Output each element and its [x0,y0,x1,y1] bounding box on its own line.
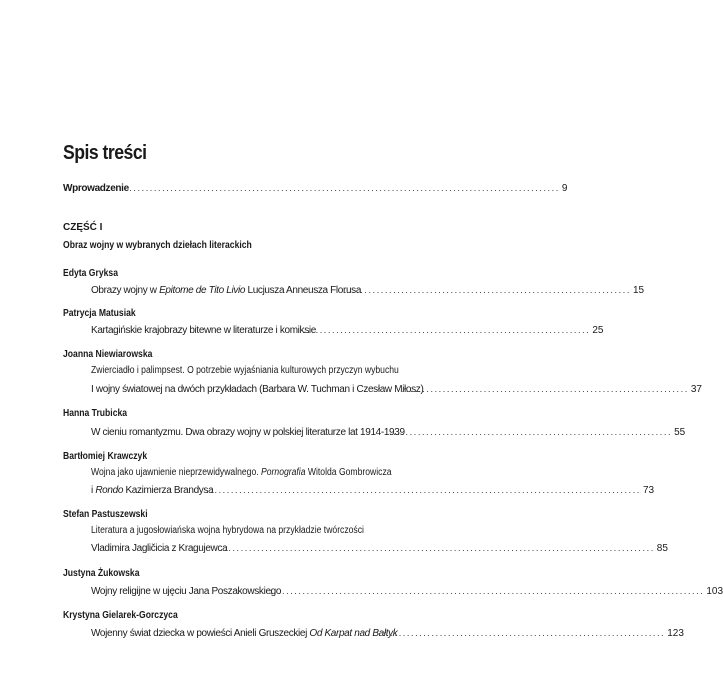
toc-entry [91,382,702,396]
entry-author: Justyna Żukowska [63,568,140,579]
entry-page-number: 37 [690,384,702,395]
toc-entry [91,323,604,337]
leader-dots: ...................................................................... [343,285,631,295]
entry-title: I wojny światowej na dwóch przykładach (Barbara W. Tuchman i Czesław Miłosz) [91,384,424,395]
entry-title-line: Zwierciadło i palimpsest. O potrzebie wyjaśniania kulturowych przyczyn wybuchu [91,365,399,376]
toc-entry [91,584,723,598]
entry-title-line: Wojna jako ujawnienie nieprzewidywalnego. Pornografia Witolda Gombrowicza [91,467,392,478]
toc-entry [91,626,684,640]
entry-author: Hanna Trubicka [63,408,128,419]
toc-entry [91,483,655,497]
entry-author: Patrycja Matusiak [63,308,136,319]
page-title: Spis treści [63,141,147,164]
leader-dots: ...................................................................... [303,325,591,335]
leader-dots: .......................................................................................................... [269,586,705,596]
entry-title-line: Literatura a jugosłowiańska wojna hybrydowa na przykładzie twórczości [91,525,364,536]
entry-title: Kartagińskie krajobrazy bitewne w literaturze i komiksie [91,325,316,336]
entry-author: Stefan Pastuszewski [63,509,148,520]
entry-author: Krystyna Gielarek-Gorczyca [63,610,178,621]
toc-entry [91,283,645,297]
entry-author: Edyta Gryksa [63,268,118,279]
intro-label: Wprowadzenie [63,183,129,194]
toc-entry [91,541,668,555]
section-heading: Obraz wojny w wybranych dziełach literackich [63,240,252,251]
leader-dots: ...................................................................... [378,628,666,638]
entry-page-number: 85 [656,543,668,554]
leader-dots: .......................................................................................................... [220,543,655,553]
entry-title: Vladimira Jagličicia z Kragujewca [91,543,228,554]
entry-title: W cieniu romantyzmu. Dwa obrazy wojny w polskiej literaturze lat 1914-1939 [91,427,405,438]
entry-title: Wojny religijne w ujęciu Jana Poszakowskiego [91,586,282,597]
leader-dots: .......................................................................................................... [125,183,560,193]
entry-title: Wojenny świat dziecka w powieści Anieli Gruszeckiej Od Karpat nad Bałtyk [91,628,398,639]
leader-dots: .......................................................................................................... [206,485,641,495]
entry-page-number: 73 [642,485,655,496]
entry-author: Joanna Niewiarowska [63,349,153,360]
entry-page-number: 15 [632,285,645,296]
part-heading: CZĘŚĆ I [63,222,103,233]
entry-title: Obrazy wojny w Epitome de Tito Livio Lucjusza Anneusza Florusa [91,285,362,296]
entry-page-number: 123 [667,628,684,639]
leader-dots: ...................................................................... [401,384,689,394]
intro-page-number: 9 [561,183,568,194]
toc-entry [91,425,686,439]
entry-author: Bartłomiej Krawczyk [63,451,148,462]
entry-title: i Rondo Kazimierza Brandysa [91,485,214,496]
toc-entry-intro [63,181,568,195]
leader-dots: ...................................................................... [385,427,673,437]
entry-page-number: 103 [706,586,723,597]
entry-page-number: 55 [674,427,686,438]
entry-page-number: 25 [592,325,604,336]
